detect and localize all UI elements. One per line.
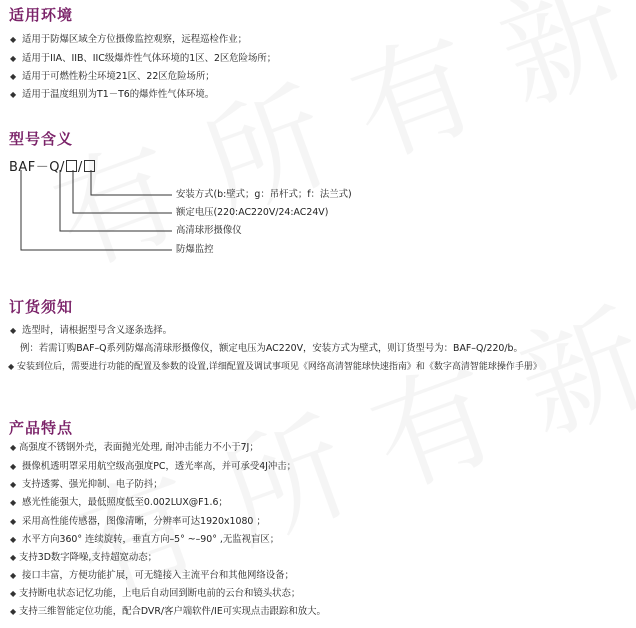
diamond-bullet-icon: ◆ [10,35,17,44]
feature-item: ◆ 支持断电状态记忆功能，上电后自动回到断电前的云台和镜头状态； [10,588,301,599]
connector-voltage [73,170,172,213]
ordering-item: ◆ 安装到位后，需要进行功能的配置及参数的设置,详细配置及调试事项见《网络高清智能球快速指南》和《数字高清智能球操作手册》 [8,362,542,372]
feature-item: ◆ 水平方向360° 连续旋转，垂直方向–5° ~–90° ,无监视盲区； [10,534,280,545]
environment-heading: 适用环境 [9,6,74,24]
feature-item: ◆ 感光性能强大，最低照度低至0.002LUX@F1.6； [10,497,228,508]
diamond-bullet-icon: ◆ [10,553,17,562]
voltage-box-icon [66,160,77,172]
model-heading: 型号含义 [9,130,74,148]
feature-item: ◆ 支持三维智能定位功能，配合DVR/客户端软件/IE可实现点击跟踪和放大。 [10,606,326,617]
diamond-bullet-icon: ◆ [10,72,17,81]
connector-explosion-proof [21,170,172,250]
diamond-bullet-icon: ◆ [10,589,17,598]
diamond-bullet-icon: ◆ [10,571,17,580]
model-code [9,156,96,175]
feature-item: ◆ 支持透雾、强光抑制、电子防抖； [10,479,163,490]
diamond-bullet-icon: ◆ [10,462,17,471]
environment-item: ◆ 适用于IIA、IIB、IIC级爆炸性气体环境的1区、2区危险场所； [10,53,277,64]
feature-item: ◆ 摄像机透明罩采用航空级高强度PC，透光率高，并可承受4J冲击； [10,461,297,472]
diamond-bullet-icon: ◆ [10,498,17,507]
feature-item: ◆ 支持3D数字降噪,支持超宽动态； [10,552,158,563]
features-heading: 产品特点 [9,419,74,437]
diamond-bullet-icon: ◆ [10,517,17,526]
diamond-bullet-icon: ◆ [10,607,17,616]
model-code-separator: / [77,160,83,175]
ordering-example: 例：若需订购BAF–Q系列防爆高清球形摄像仪，额定电压为AC220V，安装方式为壁式，则订货型号为：BAF–Q/220/b。 [20,343,523,354]
connector-mount [91,170,172,195]
diamond-bullet-icon: ◆ [10,54,17,63]
diamond-bullet-icon: ◆ [10,480,17,489]
feature-item: ◆ 采用高性能传感器，图像清晰，分辨率可达1920x1080 ； [10,516,266,527]
environment-item: ◆ 适用于防爆区域全方位摄像监控观察，远程巡检作业； [10,34,248,45]
ordering-item: ◆ 选型时，请根据型号含义逐条选择。 [10,325,173,336]
diamond-bullet-icon: ◆ [10,90,17,99]
model-label-explosion-proof: 防爆监控 [176,244,214,255]
diamond-bullet-icon: ◆ [8,362,15,371]
model-label-camera: 高清球形摄像仪 [176,225,242,236]
diamond-bullet-icon: ◆ [10,326,17,335]
diamond-bullet-icon: ◆ [10,443,17,452]
feature-item: ◆ 接口丰富，方便功能扩展，可无缝接入主流平台和其他网络设备； [10,570,294,581]
mount-box-icon [84,160,95,172]
environment-item: ◆ 适用于可燃性粉尘环境21区、22区危险场所； [10,71,215,82]
model-label-mount: 安装方式(b:壁式；g：吊杆式；f：法兰式) [176,189,352,200]
model-label-voltage: 额定电压(220:AC220V/24:AC24V) [176,207,329,218]
model-code-prefix: BAF－Q/ [9,160,65,175]
ordering-heading: 订货须知 [9,298,74,316]
environment-item: ◆ 适用于温度组别为T1－T6的爆炸性气体环境。 [10,89,215,100]
diamond-bullet-icon: ◆ [10,535,17,544]
connector-camera [60,170,172,231]
feature-item: ◆ 高强度不锈钢外壳，表面抛光处理, 耐冲击能力不小于7J； [10,442,259,453]
